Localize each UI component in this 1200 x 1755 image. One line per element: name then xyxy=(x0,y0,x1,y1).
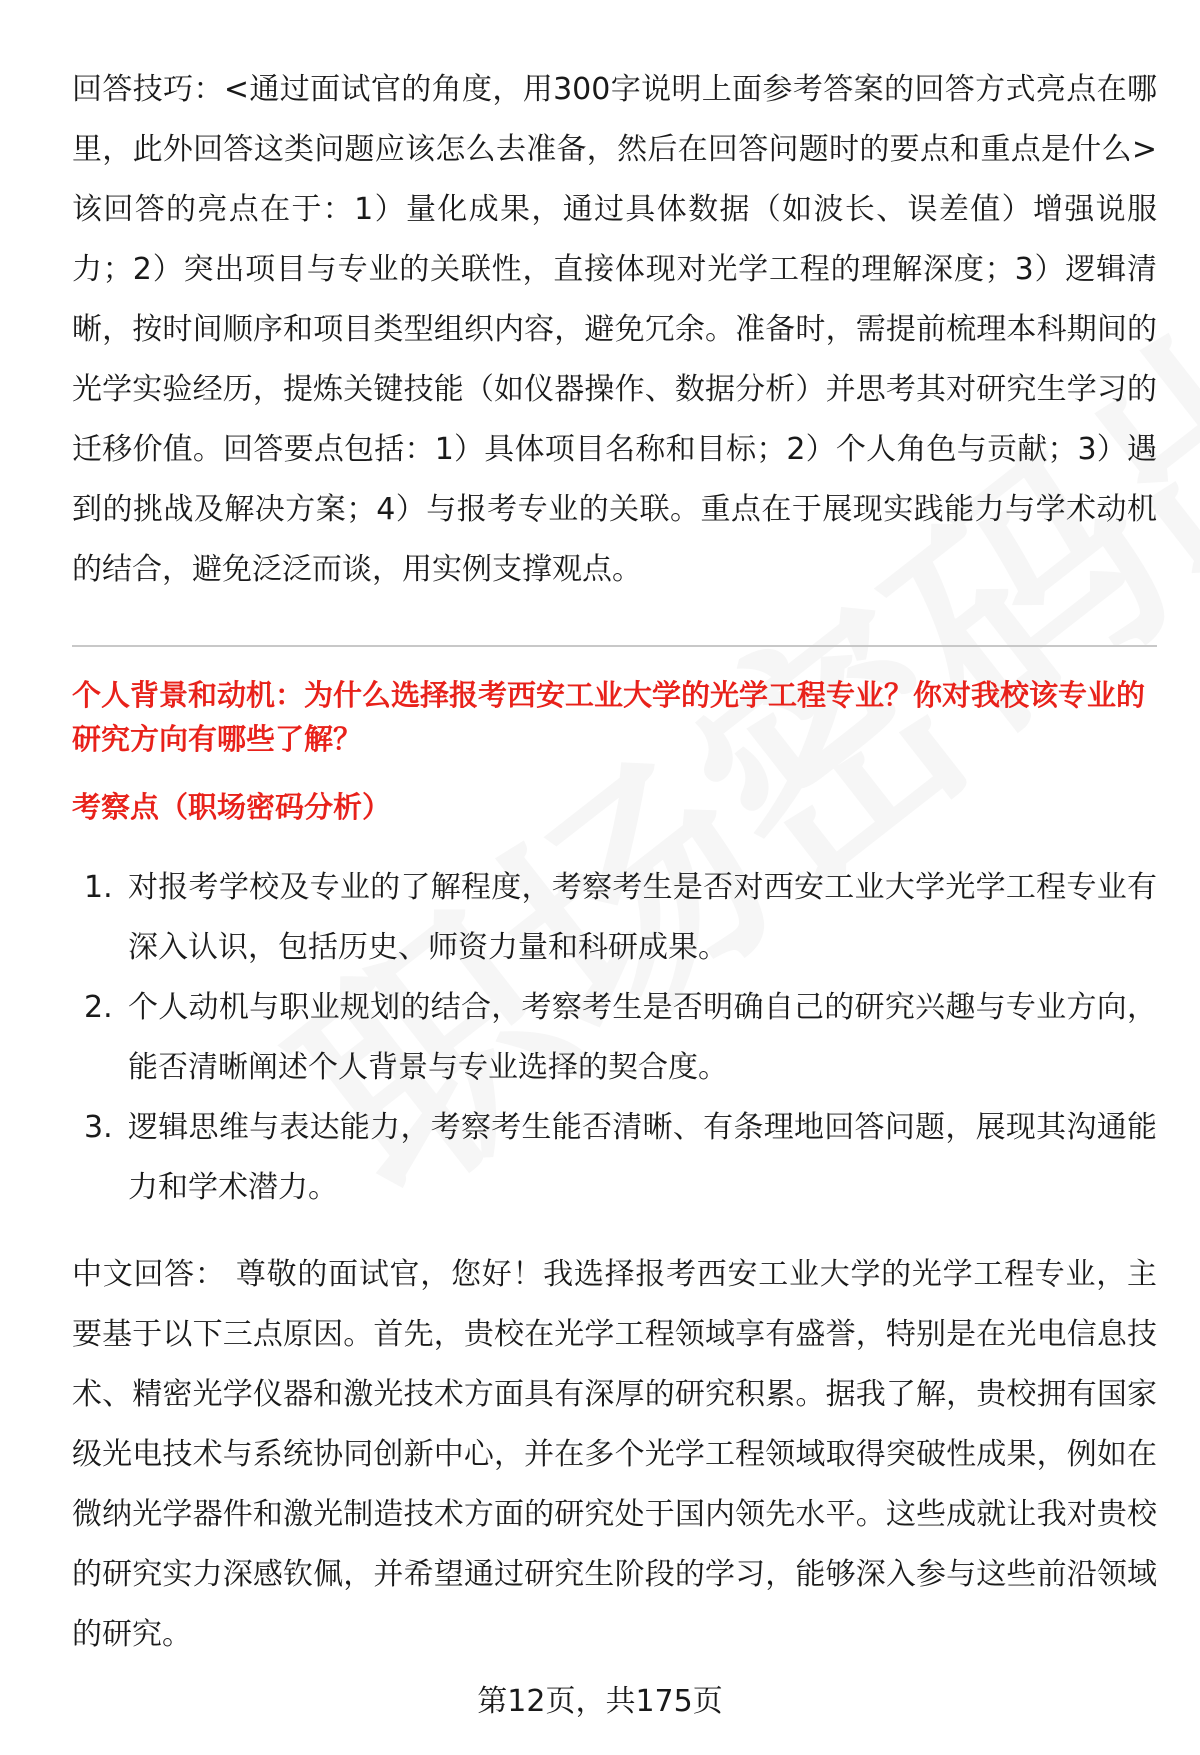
assessment-point-number: 2. xyxy=(84,990,113,1025)
question-title: 个人背景和动机：为什么选择报考西安工业大学的光学工程专业？你对我校该专业的研究方向有哪些了解？ xyxy=(72,678,1146,756)
assessment-point xyxy=(72,1098,1157,1218)
answer-tips-prompt: <通过面试官的角度，用300字说明上面参考答案的回答方式亮点在哪里，此外回答这类问题应该怎么去准备，然后在回答问题时的要点和重点是什么> xyxy=(72,72,1157,167)
assessment-point-text: 逻辑思维与表达能力，考察考生能否清晰、有条理地回答问题，展现其沟通能力和学术潜力。 xyxy=(128,1110,1157,1205)
assessment-point-text: 个人动机与职业规划的结合，考察考生是否明确自己的研究兴趣与专业方向，能否清晰阐述个人背景与专业选择的契合度。 xyxy=(128,990,1157,1085)
assessment-point-text: 对报考学校及专业的了解程度，考察考生是否对西安工业大学光学工程专业有深入认识，包括历史、师资力量和科研成果。 xyxy=(128,870,1157,965)
chinese-answer-body: 尊敬的面试官，您好！我选择报考西安工业大学的光学工程专业，主要基于以下三点原因。首先，贵校在光学工程领域享有盛誉，特别是在光电信息技术、精密光学仪器和激光技术方面具有深厚的研究积累。据我了解，贵校拥有国家级光电技术与系统协同创新中心，并在多个光学工程领域取得突破性成果，例如在微纳光学器件和激光制造技术方面的研究处于国内领先水平。这些成就让我对贵校的研究实力深感钦佩，并希望通过研究生阶段的学习，能够深入参与这些前沿领域的研究。 xyxy=(72,1257,1157,1652)
assessment-point-number: 1. xyxy=(84,870,113,905)
answer-tips-label: 回答技巧： xyxy=(72,72,224,107)
assessment-title: 考察点（职场密码分析） xyxy=(72,790,392,824)
assessment-point xyxy=(72,978,1157,1098)
page-number-footer: 第12页，共175页 xyxy=(477,1684,723,1719)
answer-tips-paragraph xyxy=(72,60,1157,600)
assessment-points-list xyxy=(72,858,1157,1218)
chinese-answer-label: 中文回答： xyxy=(72,1257,226,1292)
chinese-answer-paragraph xyxy=(72,1245,1157,1665)
assessment-point xyxy=(72,858,1157,978)
assessment-point-number: 3. xyxy=(84,1110,113,1145)
answer-tips-body: 该回答的亮点在于：1）量化成果，通过具体数据（如波长、误差值）增强说服力；2）突出项目与专业的关联性，直接体现对光学工程的理解深度；3）逻辑清晰，按时间顺序和项目类型组织内容，避免冗余。准备时，需提前梳理本科期间的光学实验经历，提炼关键技能（如仪器操作、数据分析）并思考其对研究生学习的迁移价值。回答要点包括：1）具体项目名称和目标；2）个人角色与贡献；3）遇到的挑战及解决方案；4）与报考专业的关联。重点在于展现实践能力与学术动机的结合，避免泛泛而谈，用实例支撑观点。 xyxy=(72,192,1157,587)
section-divider xyxy=(72,645,1157,647)
